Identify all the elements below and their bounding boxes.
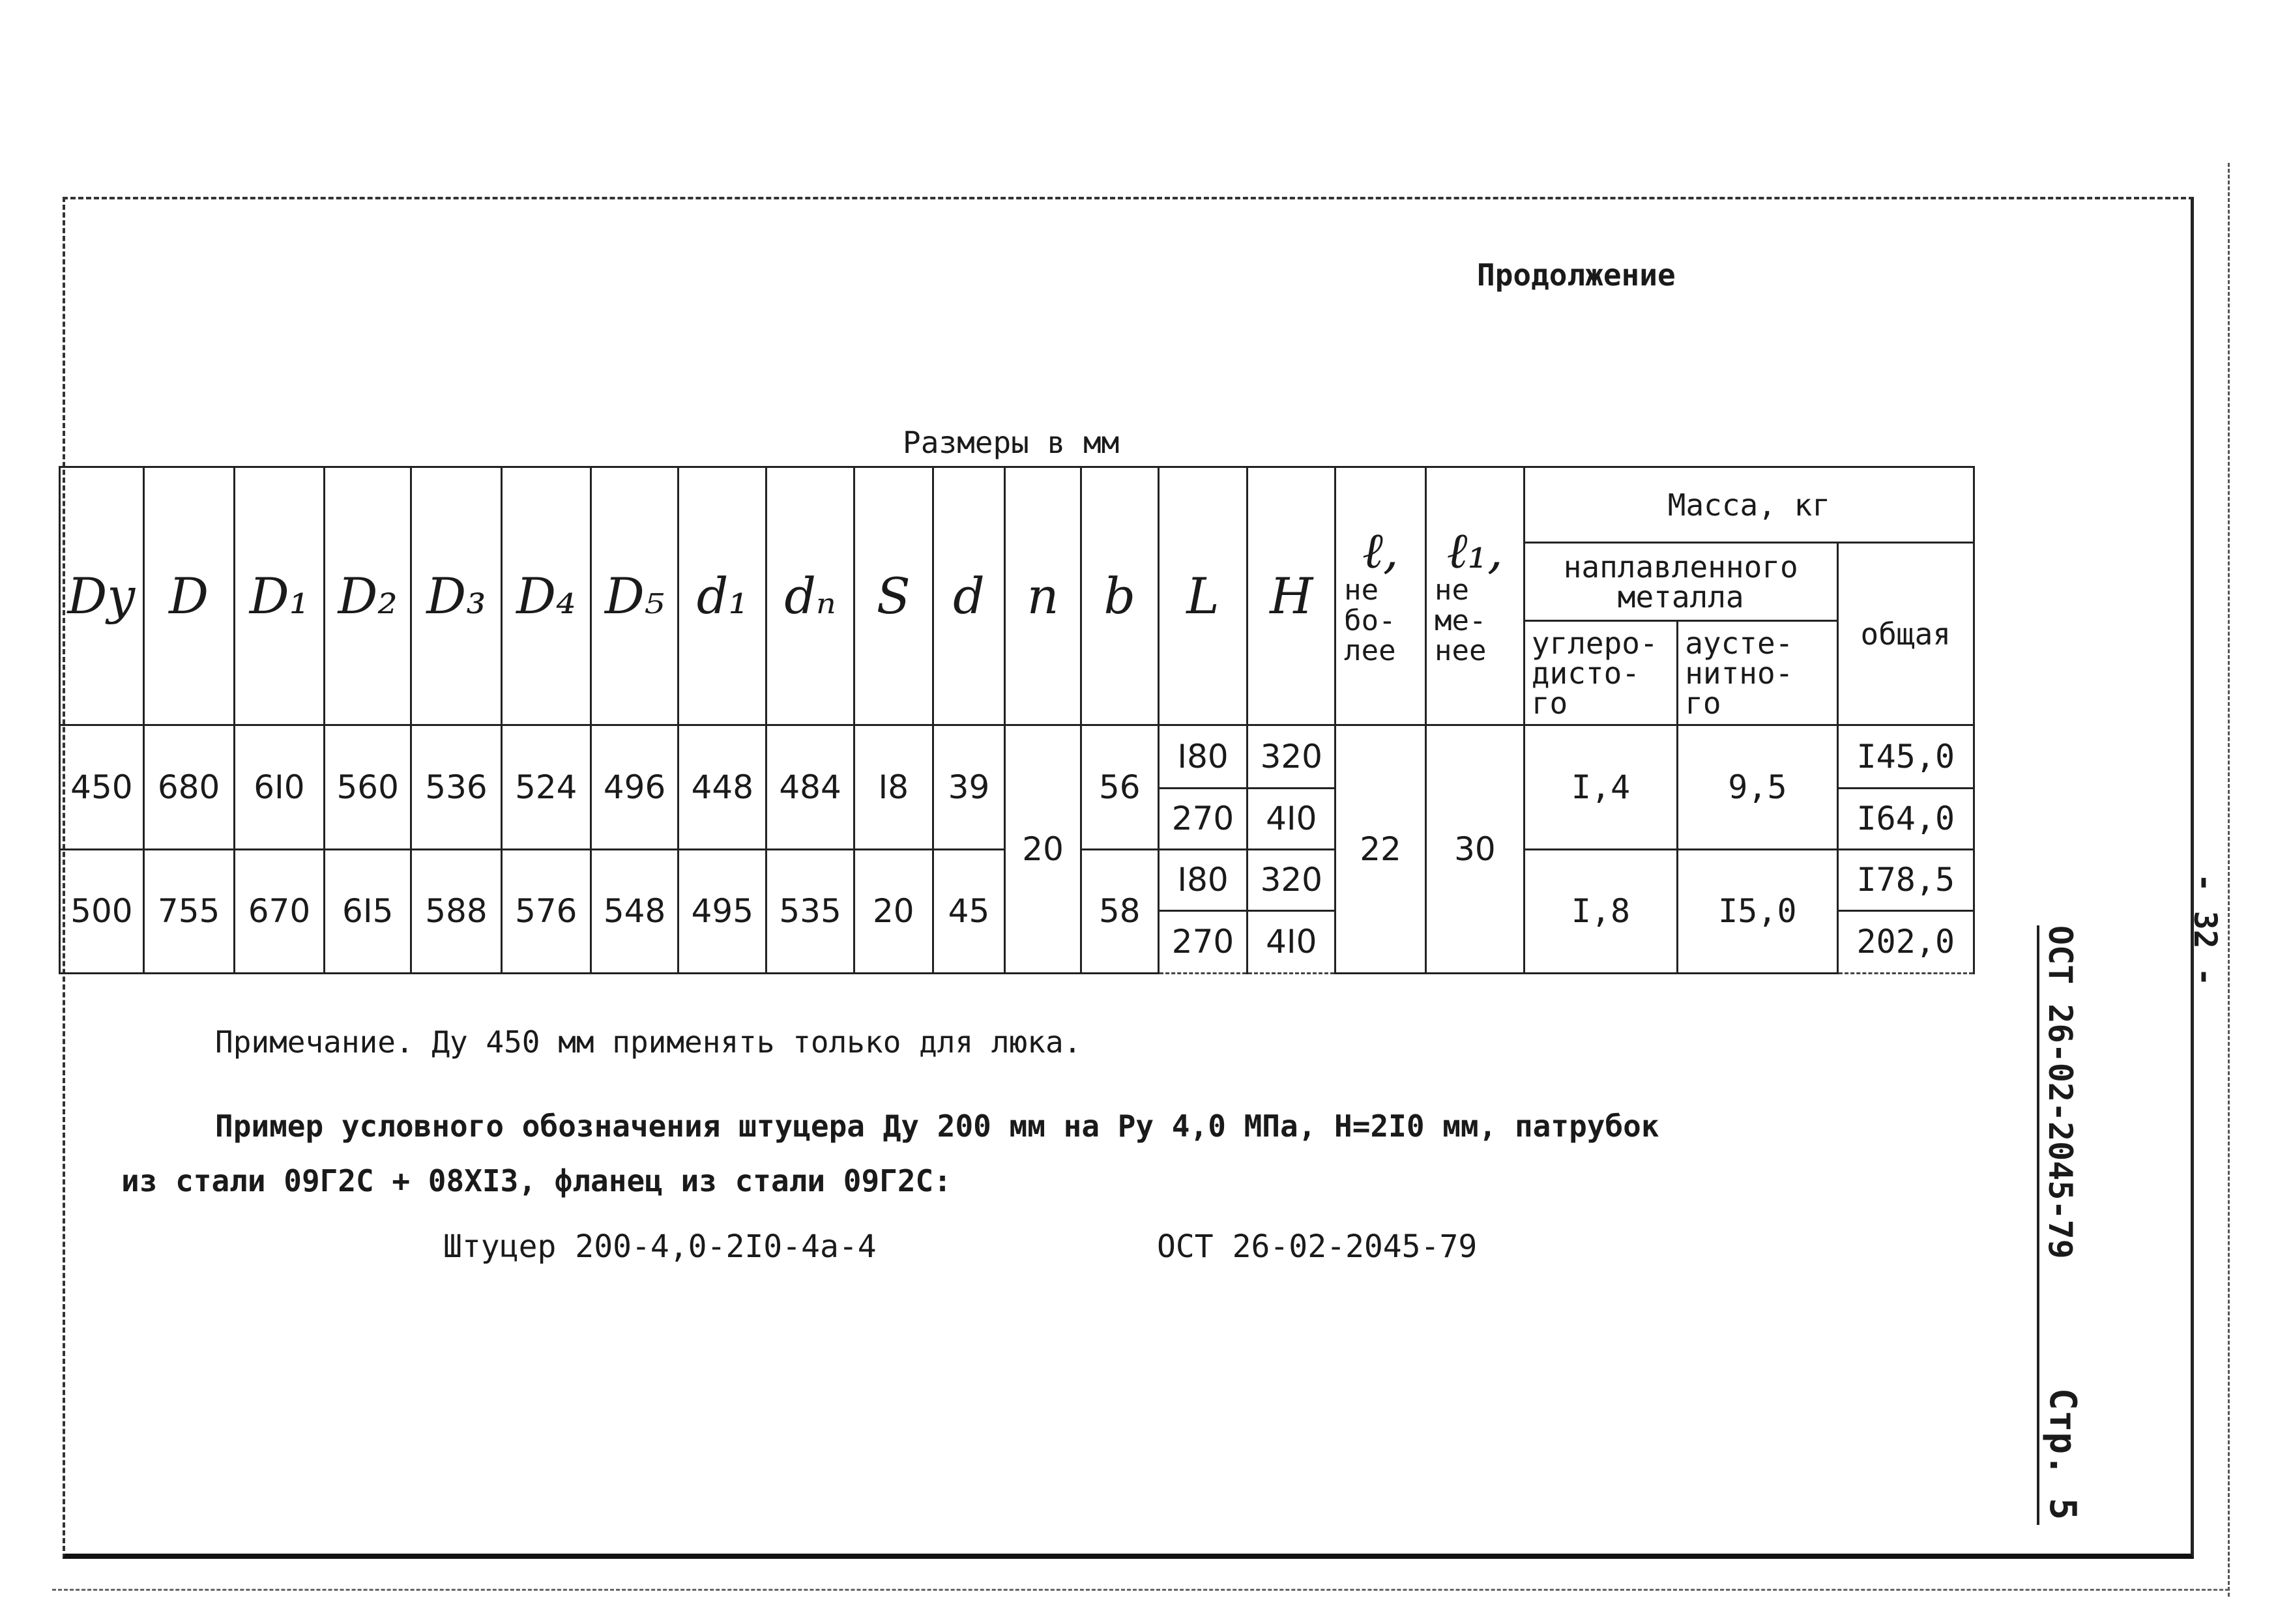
- header-dy: Dу: [60, 467, 144, 725]
- cell-d1: 6I0: [234, 725, 325, 849]
- side-standard-number: ОСТ 26-02-2045-79: [2041, 925, 2079, 1259]
- cell-d1: 670: [234, 849, 325, 973]
- cell-b: 56: [1081, 725, 1158, 849]
- cell-d3: 536: [411, 725, 502, 849]
- cell-d4: 524: [501, 725, 591, 849]
- cell-n: 20: [1005, 725, 1081, 974]
- cell-dy: 450: [60, 725, 144, 849]
- header-d5: D₅: [591, 467, 679, 725]
- side-stamp-line: [2037, 925, 2039, 1525]
- side-sheet-number: - 32 -: [2187, 873, 2223, 987]
- cell-small-dn: 484: [766, 725, 854, 849]
- cell-l: 270: [1158, 910, 1248, 973]
- cell-d5: 496: [591, 725, 679, 849]
- example-line-2: из стали 09Г2С + 08ХI3, фланец из стали 09Г2С:: [121, 1163, 952, 1198]
- cell-l: I80: [1158, 849, 1248, 910]
- table-caption: Размеры в мм: [903, 425, 1120, 460]
- table-note: Примечание. Ду 450 мм применять только для люка.: [215, 1024, 1082, 1060]
- header-l-not-more: ℓ, не бо- лее: [1335, 467, 1426, 725]
- cell-d3: 588: [411, 849, 502, 973]
- cell-l: 270: [1158, 788, 1248, 849]
- cell-dy: 500: [60, 849, 144, 973]
- cell-h: 320: [1248, 725, 1335, 788]
- cell-carbon: I,4: [1524, 725, 1677, 849]
- designation-code: Штуцер 200-4,0-2I0-4а-4: [443, 1228, 877, 1265]
- cell-small-d: 39: [933, 725, 1005, 849]
- cell-small-d1: 448: [679, 725, 766, 849]
- header-deposited-metal: наплавленного металла: [1524, 543, 1837, 621]
- cell-h: 4I0: [1248, 788, 1335, 849]
- cell-b: 58: [1081, 849, 1158, 973]
- cell-austenitic: 9,5: [1678, 725, 1837, 849]
- cell-austenitic: I5,0: [1678, 849, 1837, 973]
- designation-example: [121, 1099, 1855, 1208]
- cell-s: I8: [854, 725, 933, 849]
- cell-d2: 6I5: [325, 849, 411, 973]
- header-h: H: [1248, 467, 1335, 725]
- table-row: [60, 725, 1974, 788]
- continuation-title: Продолжение: [1477, 257, 1676, 293]
- header-l: L: [1158, 467, 1248, 725]
- cell-d4: 576: [501, 849, 591, 973]
- header-d2: D₂: [325, 467, 411, 725]
- header-d1: D₁: [234, 467, 325, 725]
- header-small-dn: dₙ: [766, 467, 854, 725]
- cell-s: 20: [854, 849, 933, 973]
- header-d3: D₃: [411, 467, 502, 725]
- right-margin-line: [2228, 163, 2230, 1597]
- cell-small-dn: 535: [766, 849, 854, 973]
- cell-d5: 548: [591, 849, 679, 973]
- cell-total: I78,5: [1837, 849, 1974, 910]
- designation-standard: ОСТ 26-02-2045-79: [1157, 1228, 1478, 1265]
- side-page-label: Стр. 5: [2041, 1388, 2084, 1520]
- header-total: общая: [1837, 543, 1974, 725]
- header-l1-not-less: ℓ₁, не ме- нее: [1425, 467, 1524, 725]
- header-s: S: [854, 467, 933, 725]
- cell-d2: 560: [325, 725, 411, 849]
- cell-small-d1: 495: [679, 849, 766, 973]
- cell-h: 320: [1248, 849, 1335, 910]
- dimensions-table: [59, 466, 1975, 974]
- cell-carbon: I,8: [1524, 849, 1677, 973]
- header-austenitic: аусте- нитно- го: [1678, 621, 1837, 725]
- header-carbon: углеро- дисто- го: [1524, 621, 1677, 725]
- cell-d-outer: 755: [143, 849, 234, 973]
- cell-total: 202,0: [1837, 910, 1974, 973]
- header-mass: Масса, кг: [1524, 467, 1974, 543]
- cell-l: I80: [1158, 725, 1248, 788]
- bottom-edge-line: [52, 1589, 2229, 1591]
- header-b: b: [1081, 467, 1158, 725]
- cell-l1-not-less: 30: [1425, 725, 1524, 974]
- header-d-outer: D: [143, 467, 234, 725]
- cell-total: I64,0: [1837, 788, 1974, 849]
- cell-small-d: 45: [933, 849, 1005, 973]
- example-line-1: Пример условного обозначения штуцера Ду 200 мм на Ру 4,0 МПа, Н=2I0 мм, патрубок: [215, 1109, 1659, 1144]
- header-small-d1: d₁: [679, 467, 766, 725]
- cell-total: I45,0: [1837, 725, 1974, 788]
- cell-h: 4I0: [1248, 910, 1335, 973]
- cell-d-outer: 680: [143, 725, 234, 849]
- header-d4: D₄: [501, 467, 591, 725]
- header-n: n: [1005, 467, 1081, 725]
- header-small-d: d: [933, 467, 1005, 725]
- cell-l-not-more: 22: [1335, 725, 1426, 974]
